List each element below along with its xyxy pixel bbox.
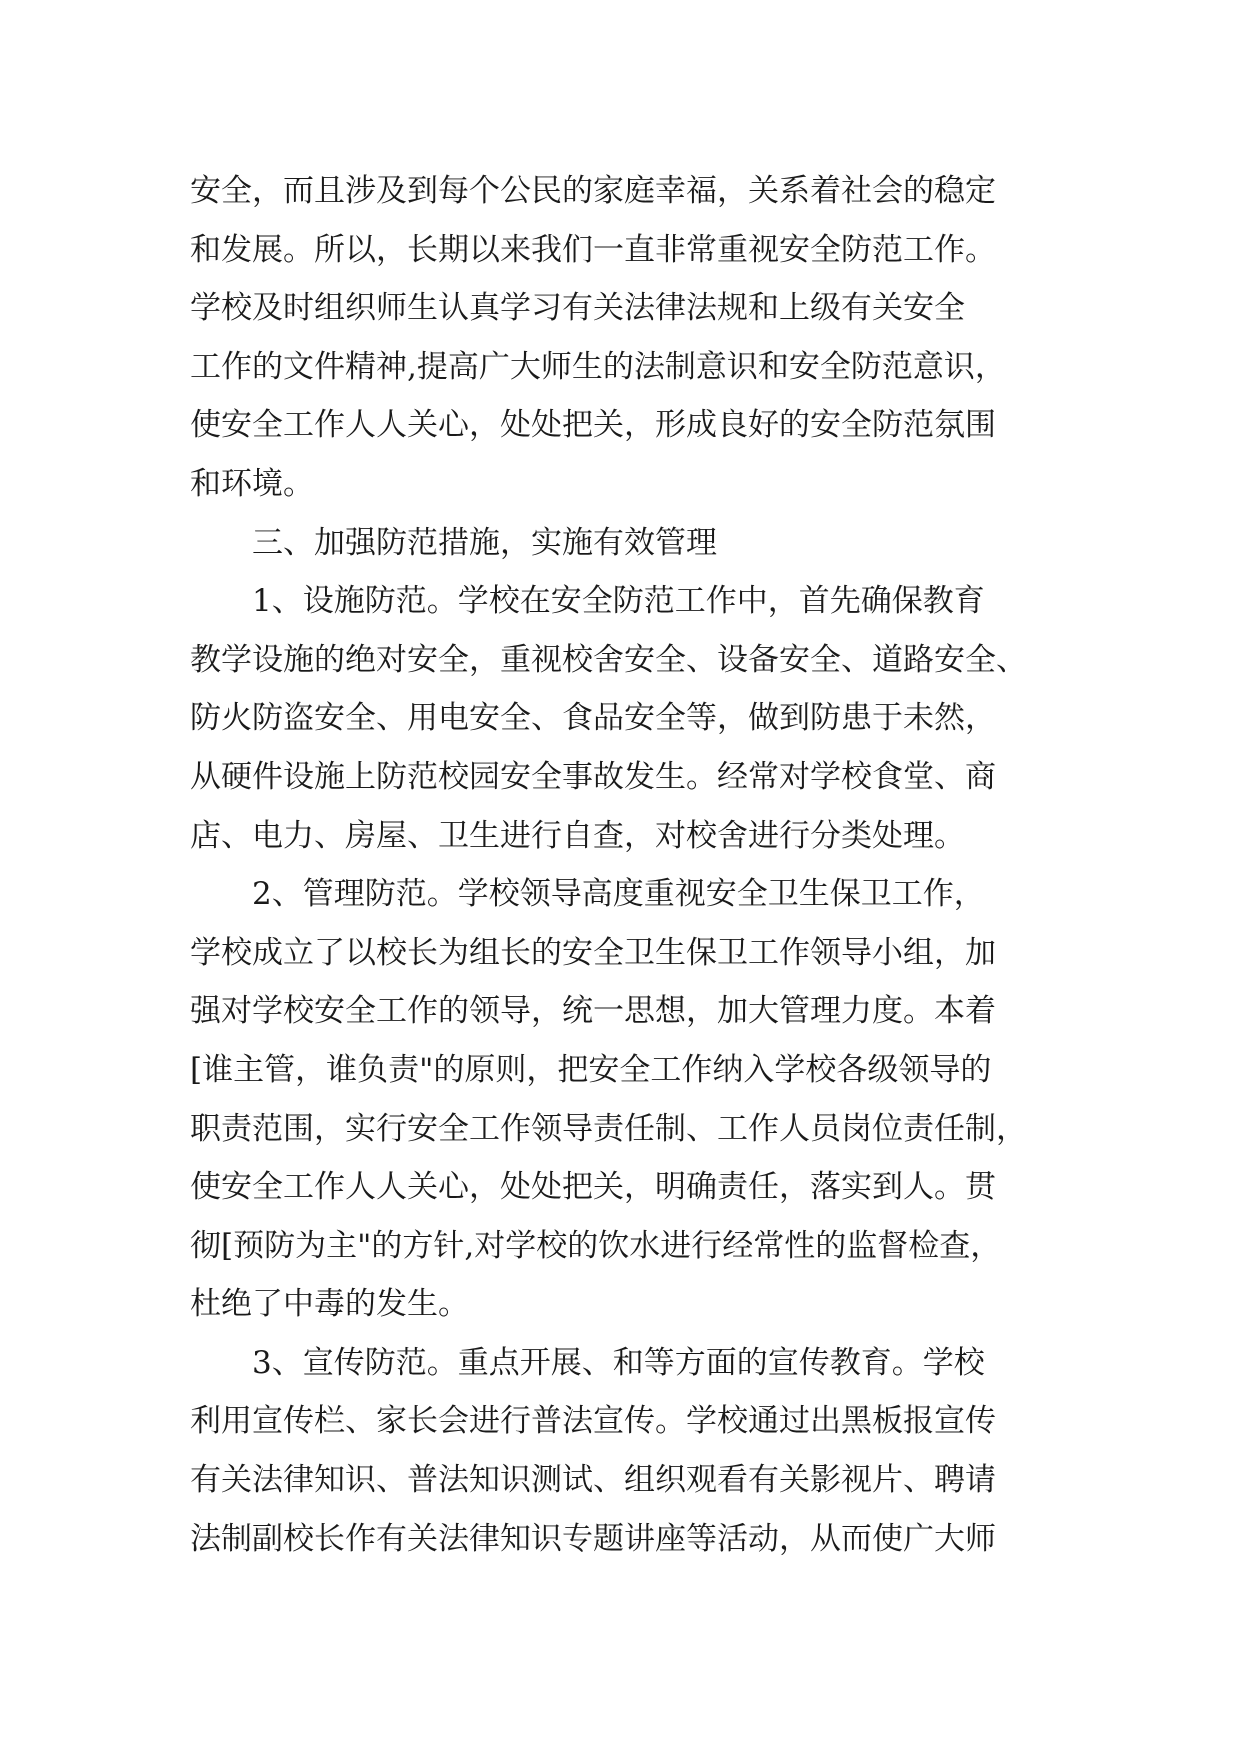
text-line: 防火防盗安全、用电安全、食品安全等，做到防患于未然， — [190, 700, 996, 737]
text-line: 使安全工作人人关心，处处把关，形成良好的安全防范氛围 — [190, 407, 996, 444]
text-line: 安全，而且涉及到每个公民的家庭幸福，关系着社会的稳定 — [190, 173, 996, 209]
section-heading: 三、加强防范措施，实施有效管理 — [252, 524, 717, 561]
text-line: 教学设施的绝对安全，重视校舍安全、设备安全、道路安全、 — [190, 641, 1027, 678]
paragraph-first-line: 3、宣传防范。重点开展、和等方面的宣传教育。学校 — [252, 1344, 985, 1381]
text-line: [谁主管，谁负责"的原则，把安全工作纳入学校各级领导的 — [190, 1051, 992, 1088]
text-line: 杜绝了中毒的发生。 — [190, 1286, 469, 1323]
text-line: 职责范围，实行安全工作领导责任制、工作人员岗位责任制， — [190, 1110, 1027, 1147]
document-body — [190, 162, 1070, 1568]
text-line: 彻[预防为主"的方针,对学校的饮水进行经常性的监督检查， — [190, 1227, 1002, 1264]
text-line: 强对学校安全工作的领导，统一思想，加大管理力度。本着 — [190, 993, 996, 1030]
text-line: 和环境。 — [190, 465, 314, 502]
paragraph-first-line: 2、管理防范。学校领导高度重视安全卫生保卫工作， — [252, 876, 985, 913]
paragraph-first-line: 1、设施防范。学校在安全防范工作中，首先确保教育 — [252, 583, 985, 620]
text-line: 学校成立了以校长为组长的安全卫生保卫工作领导小组，加 — [190, 934, 996, 971]
text-line: 学校及时组织师生认真学习有关法律法规和上级有关安全 — [190, 290, 965, 327]
text-line: 从硬件设施上防范校园安全事故发生。经常对学校食堂、商 — [190, 758, 996, 795]
text-line: 利用宣传栏、家长会进行普法宣传。学校通过出黑板报宣传 — [190, 1403, 996, 1440]
text-line: 法制副校长作有关法律知识专题讲座等活动，从而使广大师 — [190, 1520, 996, 1557]
text-line: 有关法律知识、普法知识测试、组织观看有关影视片、聘请 — [190, 1462, 996, 1499]
text-line: 工作的文件精神,提高广大师生的法制意识和安全防范意识， — [190, 348, 1006, 385]
text-line: 店、电力、房屋、卫生进行自查，对校舍进行分类处理。 — [190, 817, 965, 854]
text-line: 使安全工作人人关心，处处把关，明确责任，落实到人。贯 — [190, 1169, 996, 1206]
text-line: 和发展。所以，长期以来我们一直非常重视安全防范工作。 — [190, 231, 996, 268]
